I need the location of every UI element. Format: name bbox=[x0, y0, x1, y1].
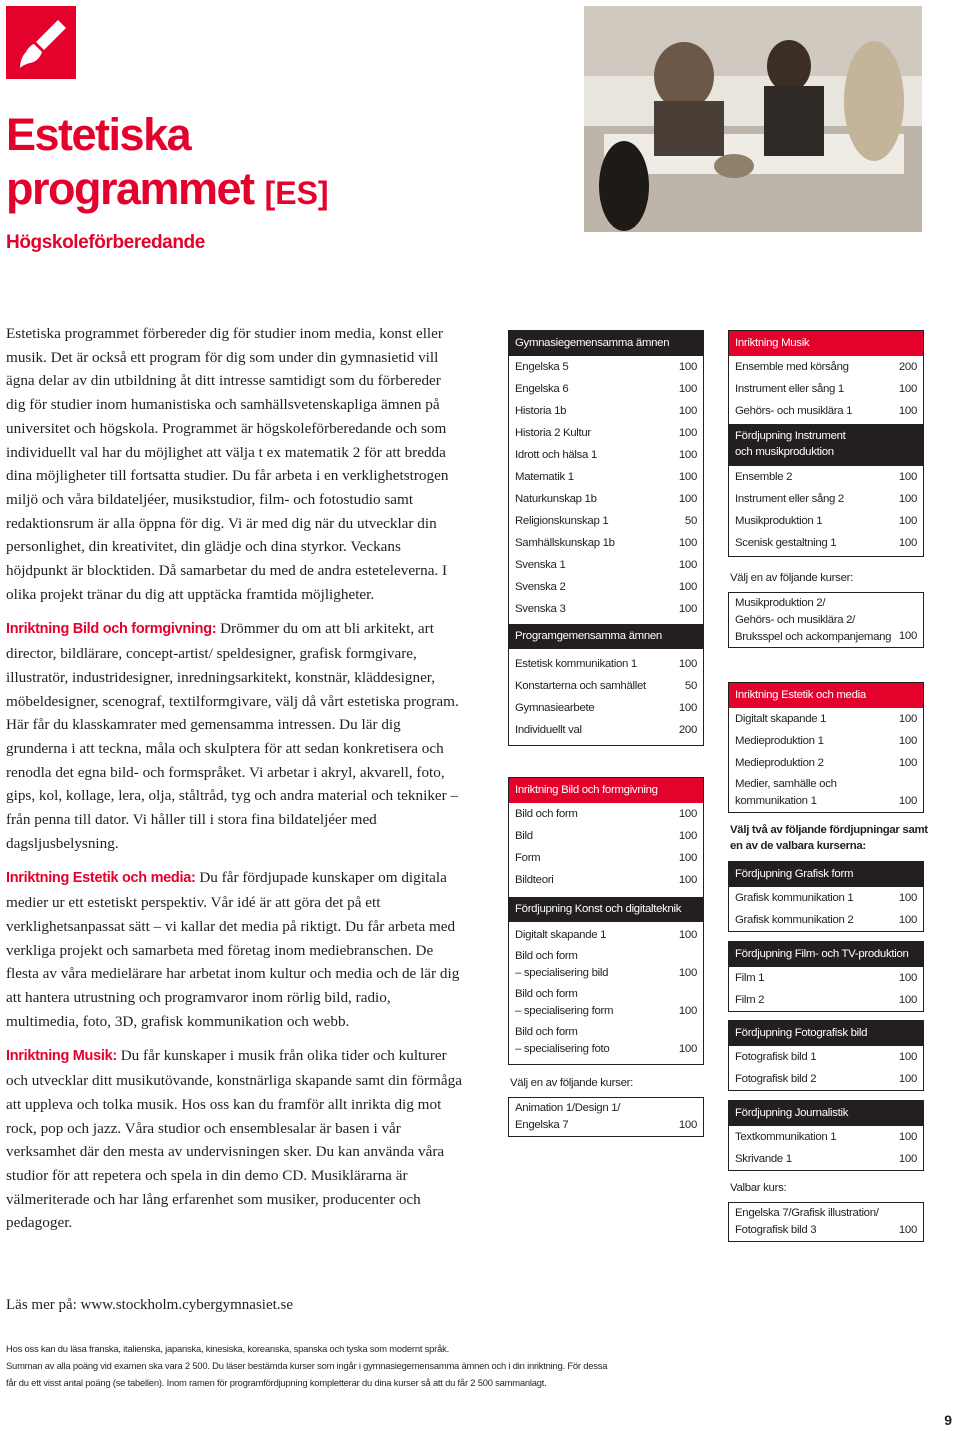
course-points: 100 bbox=[678, 967, 697, 979]
program-logo bbox=[6, 6, 76, 79]
course-points: 200 bbox=[898, 361, 917, 373]
course-points: 100 bbox=[898, 1051, 917, 1063]
course-name: Matematik 1 bbox=[515, 471, 574, 483]
table-header: Fördjupning Film- och TV-produktion bbox=[729, 942, 923, 967]
course-name: Grafisk kommunikation 2 bbox=[735, 914, 854, 926]
course-row bbox=[729, 488, 923, 510]
course-name: Film 1 bbox=[735, 972, 765, 984]
course-name: Bild och form – specialisering form bbox=[515, 988, 614, 1017]
course-name: Svenska 1 bbox=[515, 559, 566, 571]
course-name: Musikproduktion 1 bbox=[735, 515, 823, 527]
course-name: Konstarterna och samhället bbox=[515, 680, 646, 692]
media-paragraph bbox=[6, 866, 464, 1033]
footnote-points-1: Summan av alla poäng vid examen ska vara 2 500. Du läser bestämda kurser som ingår i gymnasiegemensamma ämnen och i din inriktning. För dessa bbox=[6, 1360, 608, 1371]
read-more-link[interactable]: Läs mer på: www.stockholm.cybergymnasiet.se bbox=[6, 1297, 294, 1313]
course-row bbox=[509, 554, 703, 576]
course-row bbox=[729, 510, 923, 532]
table-header: Fördjupning Instrument och musikproduktion bbox=[729, 424, 923, 466]
course-row bbox=[509, 1022, 703, 1060]
course-name: Idrott och hälsa 1 bbox=[515, 449, 597, 461]
course-name: Grafisk kommunikation 1 bbox=[735, 892, 854, 904]
course-row bbox=[729, 887, 923, 909]
course-points: 100 bbox=[678, 493, 697, 505]
course-points: 100 bbox=[678, 808, 697, 820]
course-points: 100 bbox=[898, 914, 917, 926]
course-row bbox=[729, 1046, 923, 1068]
footnote-language: Hos oss kan du läsa franska, italienska, japanska, kinesiska, koreanska, spanska och tyska som modernt språk. bbox=[6, 1343, 450, 1354]
table-header: Programgemensamma ämnen bbox=[509, 624, 703, 649]
course-row bbox=[729, 400, 923, 422]
course-name: Medieproduktion 1 bbox=[735, 735, 824, 747]
course-points: 100 bbox=[898, 994, 917, 1006]
course-row bbox=[509, 488, 703, 510]
course-points: 100 bbox=[898, 471, 917, 483]
course-name: Engelska 7/Grafisk illustration/ Fotografisk bild 3 bbox=[735, 1207, 879, 1236]
course-row bbox=[509, 532, 703, 554]
course-points: 100 bbox=[678, 852, 697, 864]
course-name: Gymnasiearbete bbox=[515, 702, 595, 714]
course-row bbox=[509, 576, 703, 598]
course-name: Digitalt skapande 1 bbox=[515, 929, 607, 941]
course-row bbox=[509, 946, 703, 984]
course-points: 100 bbox=[678, 449, 697, 461]
course-row bbox=[729, 989, 923, 1011]
course-points: 100 bbox=[678, 581, 697, 593]
table-musik-choice bbox=[728, 592, 924, 648]
course-points: 100 bbox=[898, 630, 917, 642]
course-name: Bild bbox=[515, 830, 533, 842]
musik-text: Du får kunskaper i musik från olika tider och kulturer och utvecklar ditt musikutövande, konstnärliga skapande samt din förmåga att uppleva och tolka musik. Hos oss kan du framför allt inrikta dig mot rock, pop och jazz. Våra studior och ensemblesalar är basen i vår verksamhet där den mesta av undervisningen sker. Du kan använda våra studior för att repetera och spela in din demo CD. Musiklärarna är välmeriterade och har lång erfarenhet som musiker, producenter och pedagoger. bbox=[6, 1047, 462, 1232]
course-name: Gehörs- och musiklära 1 bbox=[735, 405, 853, 417]
course-points: 50 bbox=[684, 515, 697, 527]
title-line-1: Estetiska bbox=[6, 109, 191, 160]
course-points: 100 bbox=[898, 795, 917, 807]
media-lead: Inriktning Estetik och media: bbox=[6, 870, 196, 887]
course-row bbox=[509, 924, 703, 946]
course-row bbox=[509, 847, 703, 869]
course-row bbox=[509, 653, 703, 675]
table-header: Fördjupning Grafisk form bbox=[729, 862, 923, 887]
table-header: Inriktning Bild och formgivning bbox=[509, 778, 703, 803]
table-grafisk-form bbox=[728, 861, 924, 932]
course-name: Samhällskunskap 1b bbox=[515, 537, 615, 549]
intro-paragraph: Estetiska programmet förbereder dig för studier inom media, konst eller musik. Det är också ett program för dig som under din gymnasietid vill ägna delar av din utbildning åt ditt intresse samtidigt som du förbereder dig för studier inom humanistiska och samhällsvetenskapliga ämnen på universitet och högskola. Programmet är högskoleförberedande och som individuellt val har du möjlighet att välja t ex matematik 2 för att bredda dina möjligheter till fortsatta studier. Du får arbeta i en verklighetstrogen miljö och våra bildateljéer, musikstudior, film- och fotostudio samt redaktionsrum är alla öppna för dig. Vi är med dig när du utvecklar din personlighet, din kreativitet, din glädje och dina styrkor. Veckans höjdpunkt är blocktiden. Då samarbetar du med de andra esteteleverna. I olika projekt tränar du dig att upptäcka framtida möjligheter. bbox=[6, 325, 449, 603]
course-row bbox=[509, 984, 703, 1022]
course-name: Fotografisk bild 1 bbox=[735, 1051, 817, 1063]
course-row bbox=[509, 675, 703, 697]
course-name: Engelska 5 bbox=[515, 361, 569, 373]
course-row bbox=[729, 1148, 923, 1170]
course-points: 100 bbox=[678, 537, 697, 549]
course-points: 100 bbox=[678, 874, 697, 886]
valbar-label: Valbar kurs: bbox=[730, 1182, 787, 1194]
course-points: 100 bbox=[678, 1005, 697, 1017]
course-row bbox=[729, 967, 923, 989]
bild-choice-label: Välj en av följande kurser: bbox=[510, 1077, 633, 1089]
course-name: Skrivande 1 bbox=[735, 1153, 792, 1165]
course-row bbox=[509, 697, 703, 719]
course-points: 100 bbox=[678, 1119, 697, 1131]
course-row bbox=[729, 909, 923, 931]
course-row bbox=[729, 532, 923, 554]
course-points: 100 bbox=[678, 559, 697, 571]
course-name: Engelska 6 bbox=[515, 383, 569, 395]
course-name: Svenska 2 bbox=[515, 581, 566, 593]
table-musik bbox=[728, 330, 924, 557]
course-row bbox=[729, 1126, 923, 1148]
course-points: 100 bbox=[678, 702, 697, 714]
course-row bbox=[729, 593, 923, 647]
table-valbar bbox=[728, 1202, 924, 1242]
title-line-2 bbox=[6, 162, 329, 220]
course-name: Naturkunskap 1b bbox=[515, 493, 597, 505]
program-code: [ES] bbox=[264, 175, 329, 211]
course-name: Medier, samhälle och kommunikation 1 bbox=[735, 778, 837, 807]
bild-lead: Inriktning Bild och formgivning: bbox=[6, 621, 217, 638]
footnotes bbox=[6, 1340, 626, 1391]
course-points: 100 bbox=[678, 929, 697, 941]
course-points: 100 bbox=[898, 713, 917, 725]
course-name: Textkommunikation 1 bbox=[735, 1131, 837, 1143]
paintbrush-icon bbox=[6, 6, 76, 79]
bild-text: Drömmer du om att bli arkitekt, art director, bildlärare, concept-artist/ speldesigner, grafisk formgivare, illustratör, industridesigner, inredningsarkitekt, konstnär, kläddesigner, möbeldesigner, scenograf, textilformgivare, välj då vårt estetiska program. Här får du klasskamrater med gemensamma intressen. Du lär dig grunderna i att teckna, måla och skulptera för att sedan konkretisera och renodla det egna bild- och formspråket. Vi arbetar i akryl, akvarell, foto, gips, kol, kollage, lera, olja, ståltråd, tyg och andra material och tekniker – från penna till dator. Vi håller till i stora fina bildateljéer med dagsljusbelysning. bbox=[6, 620, 459, 852]
table-header: Inriktning Musik bbox=[729, 331, 923, 356]
course-points: 100 bbox=[898, 493, 917, 505]
course-name: Individuellt val bbox=[515, 724, 582, 736]
course-name: Ensemble med körsång bbox=[735, 361, 849, 373]
musik-paragraph bbox=[6, 1044, 464, 1235]
course-row bbox=[509, 719, 703, 741]
program-description bbox=[6, 322, 464, 1246]
course-row bbox=[729, 1203, 923, 1241]
students-photo bbox=[584, 6, 922, 232]
course-name: Animation 1/Design 1/ Engelska 7 bbox=[515, 1102, 621, 1131]
table-fotografisk-bild bbox=[728, 1020, 924, 1091]
course-row bbox=[729, 378, 923, 400]
course-points: 100 bbox=[678, 405, 697, 417]
course-points: 200 bbox=[678, 724, 697, 736]
course-points: 100 bbox=[898, 972, 917, 984]
course-name: Svenska 3 bbox=[515, 603, 566, 615]
course-name: Instrument eller sång 1 bbox=[735, 383, 844, 395]
course-row bbox=[729, 708, 923, 730]
course-row bbox=[509, 466, 703, 488]
course-points: 100 bbox=[898, 735, 917, 747]
page-title bbox=[6, 108, 329, 220]
course-name: Historia 1b bbox=[515, 405, 567, 417]
course-row bbox=[729, 1068, 923, 1090]
course-row bbox=[509, 1098, 703, 1136]
table-header: Fördjupning Fotografisk bild bbox=[729, 1021, 923, 1046]
table-film-tv bbox=[728, 941, 924, 1012]
course-name: Musikproduktion 2/ Gehörs- och musiklära 2/ Bruksspel och ackompanjemang bbox=[735, 597, 892, 643]
musik-choice-label: Välj en av följande kurser: bbox=[730, 572, 853, 584]
course-row bbox=[509, 598, 703, 620]
course-row bbox=[509, 356, 703, 378]
course-points: 100 bbox=[898, 1224, 917, 1236]
course-name: Bild och form – specialisering foto bbox=[515, 1026, 610, 1055]
course-row bbox=[509, 869, 703, 891]
course-points: 100 bbox=[898, 1073, 917, 1085]
course-points: 100 bbox=[898, 1153, 917, 1165]
course-points: 100 bbox=[678, 471, 697, 483]
course-row bbox=[729, 752, 923, 774]
course-points: 100 bbox=[898, 515, 917, 527]
course-row bbox=[509, 803, 703, 825]
course-name: Estetisk kommunikation 1 bbox=[515, 658, 637, 670]
table-estetik-media bbox=[728, 682, 924, 813]
course-name: Film 2 bbox=[735, 994, 765, 1006]
course-row bbox=[509, 422, 703, 444]
media-text: Du får fördjupade kunskaper om digitala medier ur ett estetiskt perspektiv. Vår idé är att göra det på ett verklighetsanpassat sätt – vi kallar det media på riktigt. Du får arbeta med verkliga projekt och samarbeta med företag inom mediebranschen. De flesta av våra medielärare har arbetat inom kultur och media och de lär dig att hantera utrustning och programvaror inom rörlig bild, radio, multimedia, foto, 3D, grafisk kommunikation och webb. bbox=[6, 869, 460, 1030]
course-row bbox=[729, 774, 923, 812]
course-points: 100 bbox=[678, 383, 697, 395]
course-points: 100 bbox=[898, 537, 917, 549]
media-choice-label: Välj två av följande fördjupningar samt en av de valbara kurserna: bbox=[730, 824, 928, 852]
table-header: Fördjupning Konst och digitalteknik bbox=[509, 897, 703, 922]
course-points: 100 bbox=[678, 1043, 697, 1055]
course-name: Medieproduktion 2 bbox=[735, 757, 824, 769]
course-points: 100 bbox=[898, 405, 917, 417]
course-row bbox=[509, 444, 703, 466]
course-name: Bild och form – specialisering bild bbox=[515, 950, 609, 979]
table-bild-choice bbox=[508, 1097, 704, 1137]
course-row bbox=[509, 378, 703, 400]
course-name: Instrument eller sång 2 bbox=[735, 493, 844, 505]
table-header: Fördjupning Journalistik bbox=[729, 1101, 923, 1126]
course-row bbox=[729, 356, 923, 378]
course-points: 100 bbox=[678, 658, 697, 670]
course-name: Ensemble 2 bbox=[735, 471, 793, 483]
bild-paragraph bbox=[6, 617, 464, 855]
page-subtitle: Högskoleförberedande bbox=[6, 232, 205, 253]
course-points: 100 bbox=[678, 427, 697, 439]
course-points: 100 bbox=[898, 892, 917, 904]
page-number: 9 bbox=[944, 1412, 952, 1428]
musik-lead: Inriktning Musik: bbox=[6, 1048, 117, 1065]
title-word: programmet bbox=[6, 163, 254, 214]
table-journalistik bbox=[728, 1100, 924, 1171]
course-row bbox=[509, 510, 703, 532]
footnote-points-2: får du ett visst antal poäng (se tabellen). Inom ramen för programfördjupning kompletterar du dina kurser så att du får 2 500 sammanlagt. bbox=[6, 1377, 547, 1388]
course-name: Digitalt skapande 1 bbox=[735, 713, 827, 725]
course-points: 100 bbox=[678, 361, 697, 373]
table-bild-formgivning bbox=[508, 777, 704, 1065]
course-name: Scenisk gestaltning 1 bbox=[735, 537, 837, 549]
table-gymnasiegemensamma bbox=[508, 330, 704, 746]
course-points: 100 bbox=[898, 383, 917, 395]
course-points: 100 bbox=[678, 603, 697, 615]
course-name: Bildteori bbox=[515, 874, 554, 886]
course-name: Religionskunskap 1 bbox=[515, 515, 609, 527]
course-row bbox=[509, 825, 703, 847]
course-points: 100 bbox=[898, 757, 917, 769]
course-row bbox=[509, 400, 703, 422]
course-name: Form bbox=[515, 852, 541, 864]
course-name: Bild och form bbox=[515, 808, 578, 820]
course-row bbox=[729, 466, 923, 488]
course-name: Fotografisk bild 2 bbox=[735, 1073, 817, 1085]
table-header: Inriktning Estetik och media bbox=[729, 683, 923, 708]
course-points: 100 bbox=[898, 1131, 917, 1143]
table-header: Gymnasiegemensamma ämnen bbox=[509, 331, 703, 356]
course-name: Historia 2 Kultur bbox=[515, 427, 591, 439]
course-points: 100 bbox=[678, 830, 697, 842]
course-row bbox=[729, 730, 923, 752]
course-points: 50 bbox=[684, 680, 697, 692]
